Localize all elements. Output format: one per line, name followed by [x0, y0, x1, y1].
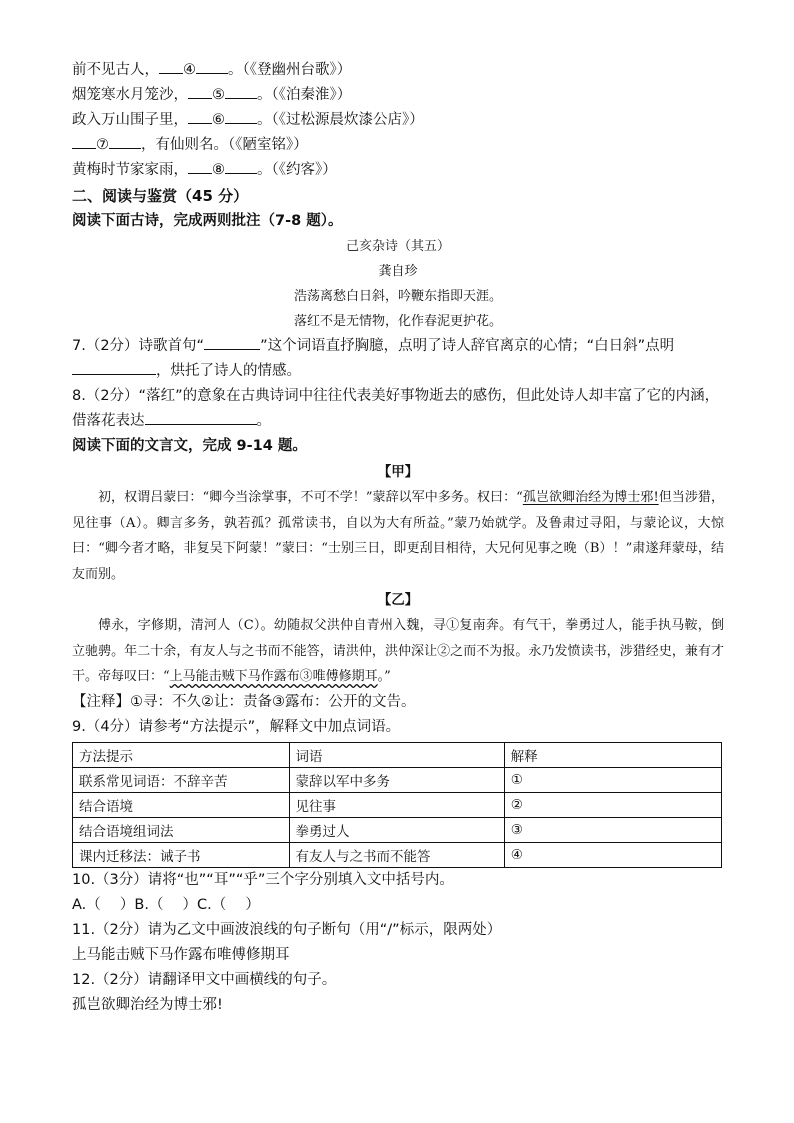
annotation-note: 【注释】①寻：不久②让：责备③露布：公开的文告。: [72, 693, 416, 710]
question-10: 10.（3分）请将“也”“耳”“乎”三个字分别填入文中括号内。: [72, 871, 454, 888]
table-cell: 蒙辞以军中多务: [289, 767, 504, 792]
answer-blank: [145, 409, 257, 425]
question-12-sentence: 孤岂欲卿治经为博士邪!: [72, 996, 223, 1013]
section-heading: 二、阅读与鉴赏（45 分）: [72, 187, 249, 205]
poem-title: 己亥杂诗（其五）: [345, 239, 450, 254]
table-header: 解释: [504, 742, 721, 767]
answer-blank: [196, 58, 228, 74]
question-9: 9.（4分）请参考“方法提示”，解释文中加点词语。: [72, 718, 401, 735]
table-cell: ②: [504, 792, 721, 817]
wavy-underlined-sentence: 上马能击贼下马作露布③唯傅修期耳: [169, 669, 378, 684]
answer-blank: [204, 334, 260, 350]
table-header: 方法提示: [73, 742, 290, 767]
fill-line-5: 烟笼寒水月笼沙， ⑤ 。（《泊秦淮》）: [72, 83, 724, 108]
blank-number: ⑦: [96, 137, 109, 153]
table-cell: 有友人与之书而不能答: [289, 842, 504, 867]
poem-line-1: 浩荡离愁白日斜，吟鞭东指即天涯。: [293, 289, 502, 304]
answer-blank: [225, 108, 257, 124]
blank-number: ⑥: [212, 112, 225, 128]
passage-yi-mark: 【乙】: [377, 592, 419, 608]
table-cell: 结合语境: [73, 792, 290, 817]
table-cell: ①: [504, 767, 721, 792]
classical-instruction: 阅读下面的文言文，完成 9-14 题。: [72, 438, 307, 454]
question-11: 11.（2分）请为乙文中画波浪线的句子断句（用“/”标示，限两处）: [72, 921, 502, 938]
answer-blank: [188, 158, 212, 174]
answer-blank: [72, 359, 156, 375]
table-cell: 结合语境组词法: [73, 817, 290, 842]
table-cell: 拳勇过人: [289, 817, 504, 842]
table-header: 词语: [289, 742, 504, 767]
question-8: 8.（2分）“落红”的意象在古典诗词中往往代表美好事物逝去的感伤，但此处诗人却丰富了它的内涵，: [72, 388, 720, 404]
question-8-cont: 借落花表达 。: [72, 409, 724, 434]
table-cell: ④: [504, 842, 721, 867]
underlined-sentence: 孤岂欲卿治经为博士邪!: [522, 490, 659, 505]
table-row: [73, 792, 722, 817]
blank-number: ⑧: [212, 162, 225, 178]
table-row: [73, 842, 722, 867]
question-10-options: A.（ ）B.（ ）C.（ ）: [72, 896, 260, 913]
answer-blank: [109, 133, 141, 149]
poem-instruction: 阅读下面古诗，完成两则批注（7-8 题）。: [72, 213, 343, 229]
table-row: [73, 767, 722, 792]
answer-blank: [225, 83, 257, 99]
table-row: [73, 817, 722, 842]
question-11-sentence: 上马能击贼下马作露布唯傅修期耳: [72, 946, 290, 963]
fill-line-6: 政入万山围子里， ⑥ 。（《过松源晨炊漆公店》）: [72, 108, 724, 133]
exam-page: [72, 58, 724, 1018]
answer-blank: [72, 133, 96, 149]
answer-blank: [188, 83, 212, 99]
blank-number: ⑤: [212, 87, 225, 103]
passage-jia-mark: 【甲】: [377, 464, 419, 480]
answer-blank: [159, 58, 183, 74]
question-7-cont: ，烘托了诗人的情感。: [72, 359, 724, 384]
poem-line-2: 落红不是无情物，化作春泥更护花。: [293, 314, 502, 329]
fill-line-4: 前不见古人， ④ 。（《登幽州台歌》）: [72, 58, 724, 83]
method-table: [72, 742, 722, 868]
passage-yi: 傅永，字修期，清河人（C）。幼随叔父洪仲自青州入魏，寻①复南奔。有气干，拳勇过人，能手执马鞍，倒立驰骋。年二十余，有友人与之书而不能答，请洪仲，洪仲深让②之而不为报。永乃发愤读书，涉猎经史，兼有才干。帝每叹曰：“上马能击贼下马作露布③唯傅修期耳。”: [72, 618, 724, 684]
poem-author: 龚自珍: [378, 264, 418, 279]
question-12: 12.（2分）请翻译甲文中画横线的句子。: [72, 971, 337, 988]
answer-blank: [225, 158, 257, 174]
fill-line-8: 黄梅时节家家雨， ⑧ 。（《约客》）: [72, 158, 724, 183]
blank-number: ④: [183, 62, 196, 78]
table-header-row: [73, 742, 722, 767]
answer-blank: [188, 108, 212, 124]
table-cell: 见往事: [289, 792, 504, 817]
table-cell: 联系常见词语：不辞辛苦: [73, 767, 290, 792]
table-cell: ③: [504, 817, 721, 842]
question-7: 7.（2分）诗歌首句“ ”这个词语直抒胸臆，点明了诗人辞官离京的心情；“白日斜”点明: [72, 334, 724, 359]
passage-jia: 初，权谓吕蒙曰：“卿今当涂掌事，不可不学！”蒙辞以军中多务。权曰：“孤岂欲卿治经为博士邪!但当涉猎，见往事（A）。卿言多务，孰若孤？孤常读书，自以为大有所益。”蒙乃始就学。及鲁肃过寻阳，与蒙论议，大惊曰：“卿今者才略，非复吴下阿蒙！”蒙曰：“士别三日，即更刮目相待，大兄何见事之晚（B）！”肃遂拜蒙母，结友而别。: [72, 490, 724, 582]
table-cell: 课内迁移法：诫子书: [73, 842, 290, 867]
fill-line-7: ⑦ ，有仙则名。（《陋室铭》）: [72, 133, 724, 158]
